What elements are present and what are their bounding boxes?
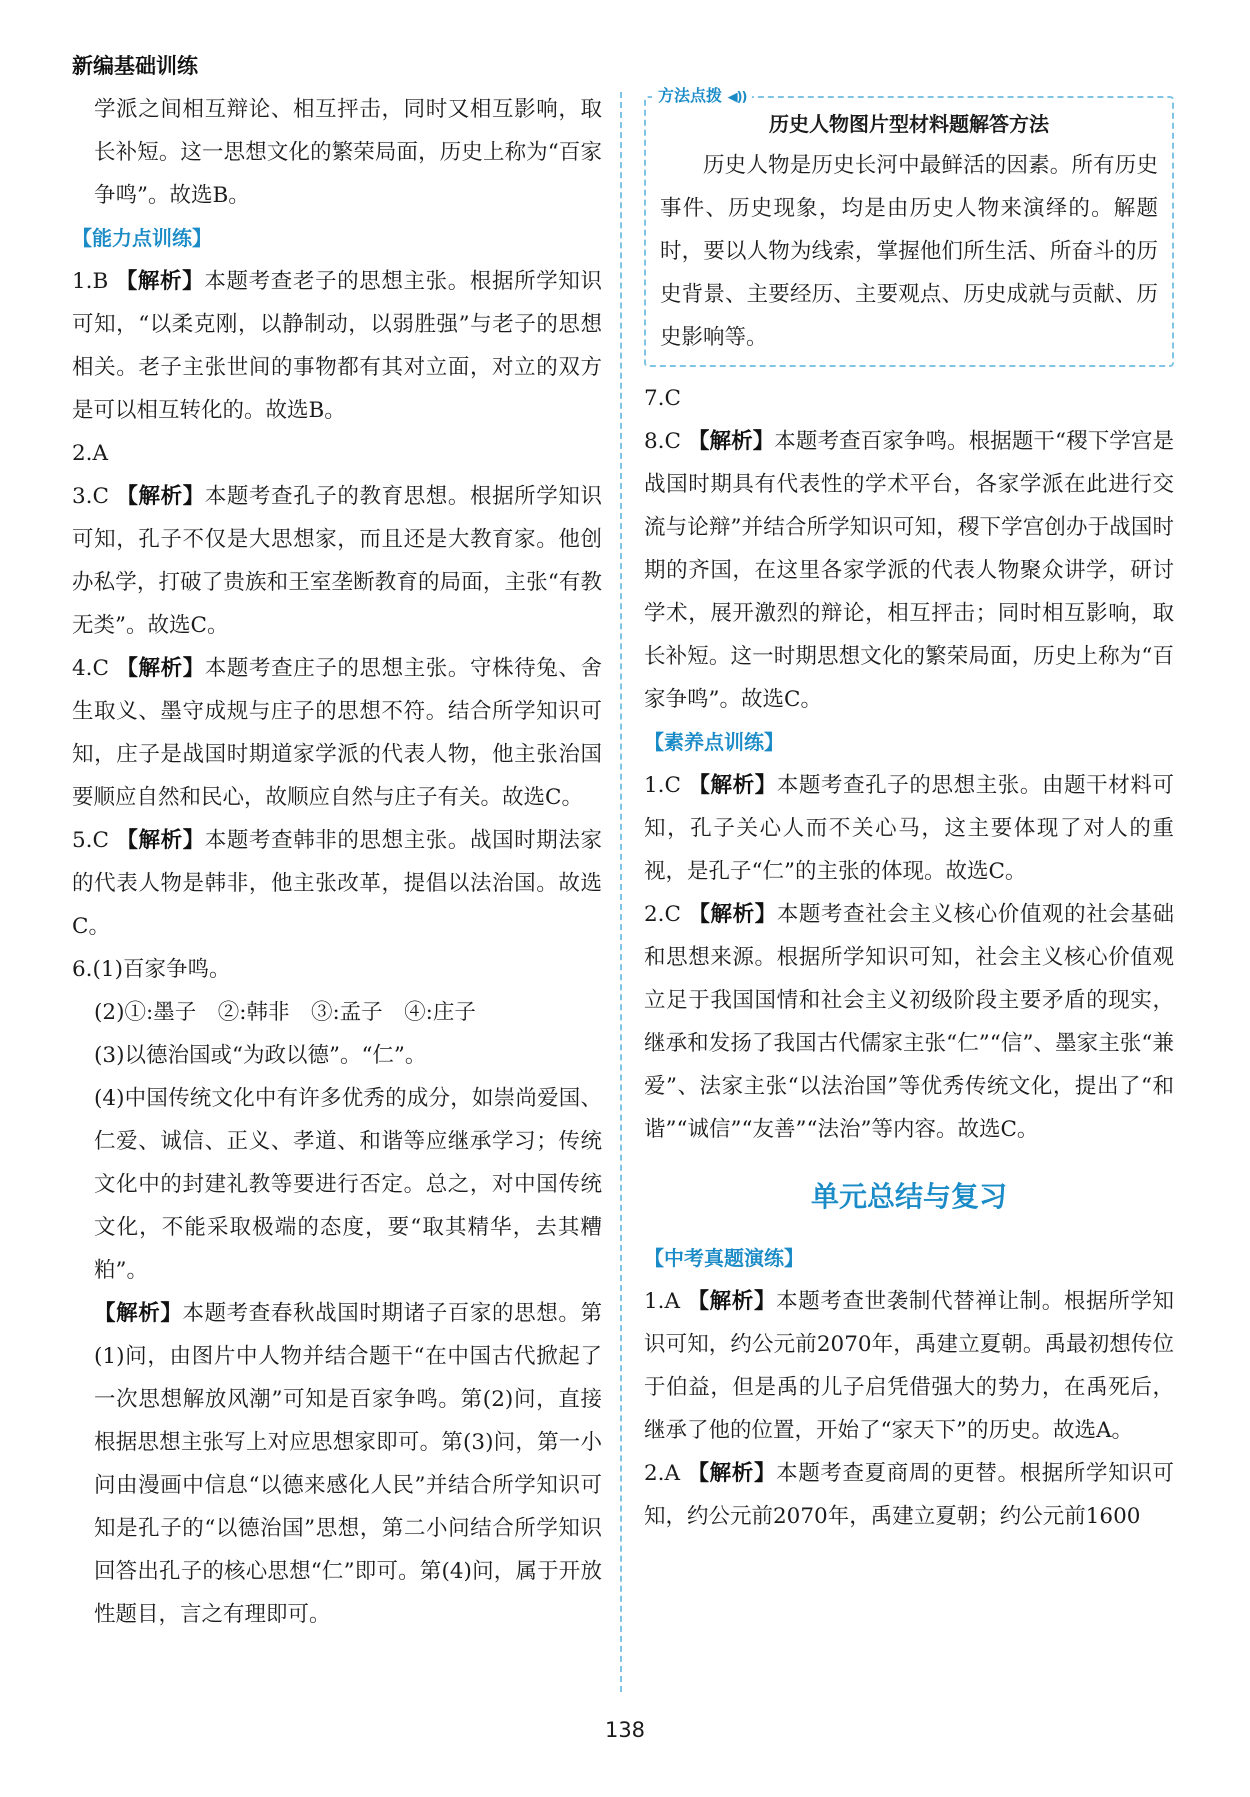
- answer-item: [72, 647, 602, 819]
- page-number: 138: [604, 1718, 646, 1742]
- section-heading-exam: 【中考真题演练】: [644, 1246, 804, 1270]
- analysis-tag: 【解析】: [94, 1301, 183, 1326]
- left-column: [72, 88, 602, 1636]
- analysis-tag: 【解析】: [687, 1461, 777, 1486]
- analysis-tag: 【解析】: [687, 1289, 777, 1314]
- answer-number: 1.B: [72, 269, 109, 294]
- answer-subpart: (3)以德治国或“为政以德”。“仁”。: [94, 1043, 427, 1068]
- analysis-tag: 【解析】: [116, 484, 205, 509]
- method-box: [644, 86, 1174, 367]
- answer-item: 6.(1)百家争鸣。: [72, 957, 231, 982]
- answer-item: [644, 1452, 1174, 1538]
- answer-item: [644, 420, 1174, 721]
- analysis-tag: 【解析】: [688, 902, 777, 927]
- right-column: [644, 88, 1174, 1538]
- answer-subpart: (4)中国传统文化中有许多优秀的成分，如崇尚爱国、仁爱、诚信、正义、孝道、和谐等应继承学习；传统文化中的封建礼教等要进行否定。总之，对中国传统文化，不能采取极端的态度，要“取其精华，去其糟粕”。: [94, 1086, 602, 1283]
- answer-number: 1.C: [644, 773, 681, 798]
- method-text: 历史人物是历史长河中最鲜活的因素。所有历史事件、历史现象，均是由历史人物来演绎的。解题时，要以人物为线索，掌握他们所生活、所奋斗的历史背景、主要经历、主要观点、历史成就与贡献、历史影响等。: [660, 153, 1158, 350]
- answer-text: 本题考查庄子的思想主张。守株待兔、舍生取义、墨守成规与庄子的思想不符。结合所学知识可知，庄子是战国时期道家学派的代表人物，他主张治国要顺应自然和民心，故顺应自然与庄子有关。故选C。: [72, 656, 602, 810]
- section-heading-literacy: 【素养点训练】: [644, 730, 784, 754]
- answer-text: 本题考查韩非的思想主张。战国时期法家的代表人物是韩非，他主张改革，提倡以法治国。故选C。: [72, 828, 602, 939]
- column-divider: [620, 92, 622, 1692]
- method-badge: [652, 74, 752, 119]
- answer-item: [72, 819, 602, 948]
- answer-number: 1.A: [644, 1289, 681, 1314]
- answer-number: 8.C: [644, 429, 681, 454]
- analysis-tag: 【解析】: [687, 429, 775, 454]
- analysis-paragraph: [72, 1292, 602, 1636]
- answer-number: 2.A: [72, 441, 109, 466]
- book-title: 新编基础训练: [72, 54, 198, 78]
- answer-text: 本题考查夏商周的更替。根据所学知识可知，约公元前2070年，禹建立夏朝；约公元前1600: [644, 1461, 1174, 1529]
- analysis-tag: 【解析】: [116, 656, 205, 681]
- answer-item: [72, 432, 602, 475]
- answer-item: [72, 260, 602, 432]
- answer-number: 7.C: [644, 386, 681, 411]
- answer-number: 5.C: [72, 828, 109, 853]
- analysis-text: 本题考查春秋战国时期诸子百家的思想。第(1)问，由图片中人物并结合题干“在中国古代掀起了一次思想解放风潮”可知是百家争鸣。第(2)问，直接根据思想主张写上对应思想家即可。第(3)问，第一小问由漫画中信息“以德来感化人民”并结合所学知识可知是孔子的“以德治国”思想，第二小问结合所学知识回答出孔子的核心思想“仁”即可。第(4)问，属于开放性题目，言之有理即可。: [94, 1301, 602, 1627]
- answer-text: 本题考查孔子的思想主张。由题干材料可知，孔子关心人而不关心马，这主要体现了对人的重视，是孔子“仁”的主张的体现。故选C。: [644, 773, 1174, 884]
- answer-item: [644, 1280, 1174, 1452]
- analysis-tag: 【解析】: [688, 773, 777, 798]
- intro-paragraph: 学派之间相互辩论、相互抨击，同时又相互影响，取长补短。这一思想文化的繁荣局面，历史上称为“百家争鸣”。故选B。: [94, 97, 602, 208]
- answer-number: 3.C: [72, 484, 109, 509]
- analysis-tag: 【解析】: [115, 269, 205, 294]
- analysis-tag: 【解析】: [116, 828, 205, 853]
- unit-title: 单元总结与复习: [810, 1180, 1007, 1213]
- answer-text: 本题考查百家争鸣。根据题干“稷下学宫是战国时期具有代表性的学术平台，各家学派在此进行交流与论辩”并结合所学知识可知，稷下学宫创办于战国时期的齐国，在这里各家学派的代表人物聚众讲学，研讨学术，展开激烈的辩论，相互抨击；同时相互影响，取长补短。这一时期思想文化的繁荣局面，历史上称为“百家争鸣”。故选C。: [644, 429, 1174, 712]
- answer-text: 本题考查孔子的教育思想。根据所学知识可知，孔子不仅是大思想家，而且还是大教育家。他创办私学，打破了贵族和王室垄断教育的局面，主张“有教无类”。故选C。: [72, 484, 602, 638]
- answer-text: 本题考查社会主义核心价值观的社会基础和思想来源。根据所学知识可知，社会主义核心价值观立足于我国国情和社会主义初级阶段主要矛盾的现实，继承和发扬了我国古代儒家主张“仁”“信”、墨家主张“兼爱”、法家主张“以法治国”等优秀传统文化，提出了“和谐”“诚信”“友善”“法治”等内容。故选C。: [644, 902, 1174, 1142]
- answer-text: 本题考查老子的思想主张。根据所学知识可知，“以柔克刚，以静制动，以弱胜强”与老子的思想相关。老子主张世间的事物都有其对立面，对立的双方是可以相互转化的。故选B。: [72, 269, 602, 423]
- answer-item: [644, 893, 1174, 1151]
- section-heading-ability: 【能力点训练】: [72, 226, 212, 250]
- answer-number: 2.A: [644, 1461, 681, 1486]
- answer-number: 2.C: [644, 902, 681, 927]
- answer-subpart: (2)①:墨子 ②:韩非 ③:孟子 ④:庄子: [94, 1000, 476, 1025]
- answer-item: [644, 377, 1174, 420]
- method-badge-label: 方法点拨: [658, 86, 723, 105]
- method-title: 历史人物图片型材料题解答方法: [769, 112, 1049, 136]
- answer-item: [644, 764, 1174, 893]
- sound-wave-icon: ◀)): [727, 90, 747, 105]
- answer-number: 4.C: [72, 656, 109, 681]
- answer-item: [72, 475, 602, 647]
- answer-text: 本题考查世袭制代替禅让制。根据所学知识可知，约公元前2070年，禹建立夏朝。禹最初想传位于伯益，但是禹的儿子启凭借强大的势力，在禹死后，继承了他的位置，开始了“家天下”的历史。故选A。: [644, 1289, 1174, 1443]
